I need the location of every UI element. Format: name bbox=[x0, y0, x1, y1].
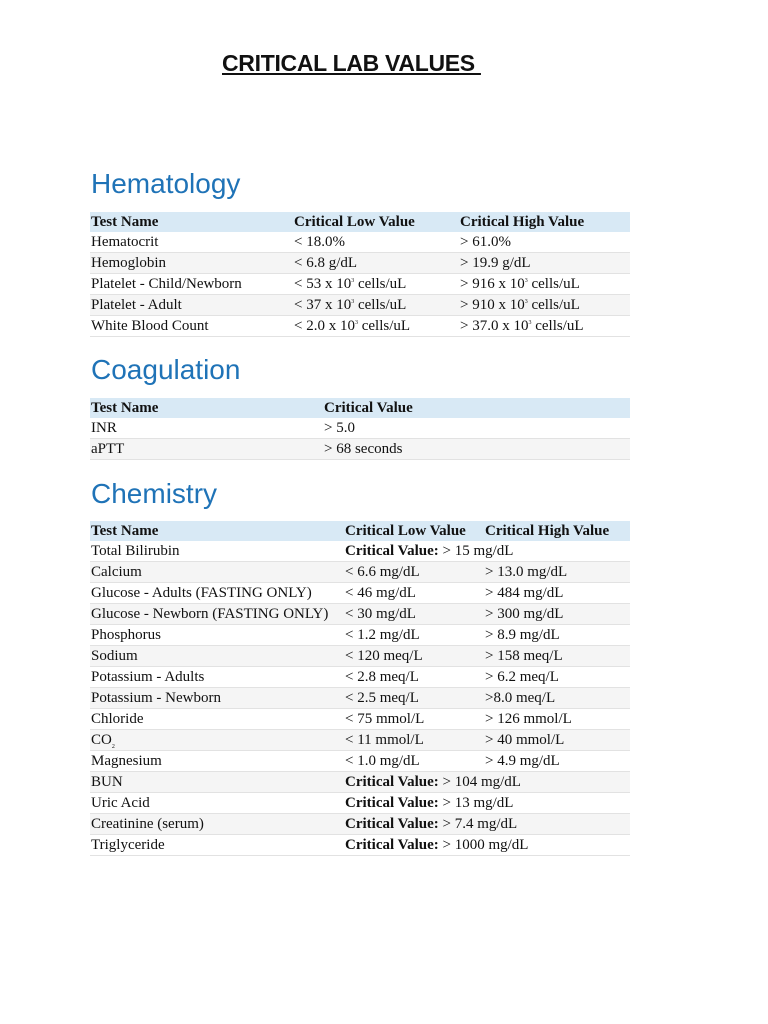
test-name-cell: Glucose - Adults (FASTING ONLY) bbox=[90, 583, 344, 604]
test-name-cell: Potassium - Newborn bbox=[90, 688, 344, 709]
high-value-cell: > 61.0% bbox=[459, 232, 630, 253]
high-value-cell: > 37.0 x $10^3$ cells/uL bbox=[459, 316, 630, 337]
table-row bbox=[90, 814, 630, 835]
table-row bbox=[90, 646, 630, 667]
critical-value-label: Critical Value: bbox=[345, 774, 439, 790]
high-value-cell: >8.0 meq/L bbox=[484, 688, 630, 709]
test-name-cell: Hemoglobin bbox=[90, 253, 293, 274]
critical-value-cell: Critical Value: > 15 mg/dL bbox=[344, 541, 630, 562]
table-header-row bbox=[90, 398, 630, 418]
table-row bbox=[90, 751, 630, 772]
critical-value-label: Critical Value: bbox=[345, 795, 439, 811]
test-name-cell: Potassium - Adults bbox=[90, 667, 344, 688]
test-name-cell: Sodium bbox=[90, 646, 344, 667]
low-value-cell: < 2.5 meq/L bbox=[344, 688, 484, 709]
high-value-cell: > 40 mmol/L bbox=[484, 730, 630, 751]
critical-value-label: Critical Value: bbox=[345, 837, 439, 853]
column-header: Critical Low Value bbox=[344, 521, 484, 541]
critical-value-cell: Critical Value: > 13 mg/dL bbox=[344, 793, 630, 814]
high-value-cell: > 13.0 mg/dL bbox=[484, 562, 630, 583]
test-name-cell: Calcium bbox=[90, 562, 344, 583]
column-header: Critical High Value bbox=[484, 521, 630, 541]
test-name-cell: aPTT bbox=[90, 439, 323, 460]
table-row bbox=[90, 541, 630, 562]
critical-value-label: Critical Value: bbox=[345, 543, 439, 559]
low-value-cell: < 6.6 mg/dL bbox=[344, 562, 484, 583]
table-row bbox=[90, 583, 630, 604]
hematology-heading: Hematology bbox=[91, 168, 241, 199]
column-header: Critical High Value bbox=[459, 212, 630, 232]
high-value-cell: > 158 meq/L bbox=[484, 646, 630, 667]
critical-value-cell: > 68 seconds bbox=[323, 439, 630, 460]
coagulation-table bbox=[90, 398, 630, 460]
low-value-cell: < 53 x $10^3$ cells/uL bbox=[293, 274, 459, 295]
test-name-cell: Hematocrit bbox=[90, 232, 293, 253]
document-title: CRITICAL LAB VALUES bbox=[222, 50, 481, 76]
test-name-cell: Glucose - Newborn (FASTING ONLY) bbox=[90, 604, 344, 625]
table-row bbox=[90, 295, 630, 316]
test-name-cell: Phosphorus bbox=[90, 625, 344, 646]
table-row bbox=[90, 793, 630, 814]
low-value-cell: < 18.0% bbox=[293, 232, 459, 253]
test-name-cell: Platelet - Adult bbox=[90, 295, 293, 316]
test-name-cell: White Blood Count bbox=[90, 316, 293, 337]
critical-value-cell: > 5.0 bbox=[323, 418, 630, 439]
low-value-cell: < 37 x $10^3$ cells/uL bbox=[293, 295, 459, 316]
high-value-cell: > 126 mmol/L bbox=[484, 709, 630, 730]
test-name-cell: Triglyceride bbox=[90, 835, 344, 856]
column-header: Test Name bbox=[90, 521, 344, 541]
column-header: Test Name bbox=[90, 398, 323, 418]
column-header: Critical Value bbox=[323, 398, 630, 418]
critical-value-label: Critical Value: bbox=[345, 816, 439, 832]
high-value-cell: > 19.9 g/dL bbox=[459, 253, 630, 274]
test-name-cell: INR bbox=[90, 418, 323, 439]
table-row bbox=[90, 730, 630, 751]
table-row bbox=[90, 835, 630, 856]
table-row bbox=[90, 772, 630, 793]
high-value-cell: > 4.9 mg/dL bbox=[484, 751, 630, 772]
high-value-cell: > 910 x $10^3$ cells/uL bbox=[459, 295, 630, 316]
coagulation-heading: Coagulation bbox=[91, 354, 241, 385]
low-value-cell: < 30 mg/dL bbox=[344, 604, 484, 625]
chemistry-heading: Chemistry bbox=[91, 478, 218, 509]
critical-value-cell: Critical Value: > 7.4 mg/dL bbox=[344, 814, 630, 835]
table-row bbox=[90, 709, 630, 730]
critical-value-cell: Critical Value: > 104 mg/dL bbox=[344, 772, 630, 793]
test-name-cell: Uric Acid bbox=[90, 793, 344, 814]
low-value-cell: < 2.0 x $10^3$ cells/uL bbox=[293, 316, 459, 337]
table-row bbox=[90, 625, 630, 646]
table-row bbox=[90, 439, 630, 460]
table-row bbox=[90, 604, 630, 625]
test-name-cell: Platelet - Child/Newborn bbox=[90, 274, 293, 295]
critical-value-cell: Critical Value: > 1000 mg/dL bbox=[344, 835, 630, 856]
low-value-cell: < 120 meq/L bbox=[344, 646, 484, 667]
low-value-cell: < 1.0 mg/dL bbox=[344, 751, 484, 772]
column-header: Critical Low Value bbox=[293, 212, 459, 232]
hematology-table bbox=[90, 212, 630, 337]
column-header: Test Name bbox=[90, 212, 293, 232]
table-header-row bbox=[90, 212, 630, 232]
low-value-cell: < 11 mmol/L bbox=[344, 730, 484, 751]
test-name-cell: $CO_2$ bbox=[90, 730, 344, 751]
table-row bbox=[90, 232, 630, 253]
low-value-cell: < 75 mmol/L bbox=[344, 709, 484, 730]
high-value-cell: > 6.2 meq/L bbox=[484, 667, 630, 688]
high-value-cell: > 300 mg/dL bbox=[484, 604, 630, 625]
high-value-cell: > 916 x $10^3$ cells/uL bbox=[459, 274, 630, 295]
low-value-cell: < 6.8 g/dL bbox=[293, 253, 459, 274]
table-row bbox=[90, 316, 630, 337]
low-value-cell: < 1.2 mg/dL bbox=[344, 625, 484, 646]
high-value-cell: > 484 mg/dL bbox=[484, 583, 630, 604]
test-name-cell: Magnesium bbox=[90, 751, 344, 772]
table-row bbox=[90, 253, 630, 274]
table-row bbox=[90, 667, 630, 688]
table-row bbox=[90, 418, 630, 439]
high-value-cell: > 8.9 mg/dL bbox=[484, 625, 630, 646]
table-header-row bbox=[90, 521, 630, 541]
chemistry-table bbox=[90, 521, 630, 856]
low-value-cell: < 46 mg/dL bbox=[344, 583, 484, 604]
test-name-cell: Total Bilirubin bbox=[90, 541, 344, 562]
table-row bbox=[90, 274, 630, 295]
table-row bbox=[90, 562, 630, 583]
test-name-cell: Chloride bbox=[90, 709, 344, 730]
test-name-cell: BUN bbox=[90, 772, 344, 793]
table-row bbox=[90, 688, 630, 709]
low-value-cell: < 2.8 meq/L bbox=[344, 667, 484, 688]
test-name-cell: Creatinine (serum) bbox=[90, 814, 344, 835]
